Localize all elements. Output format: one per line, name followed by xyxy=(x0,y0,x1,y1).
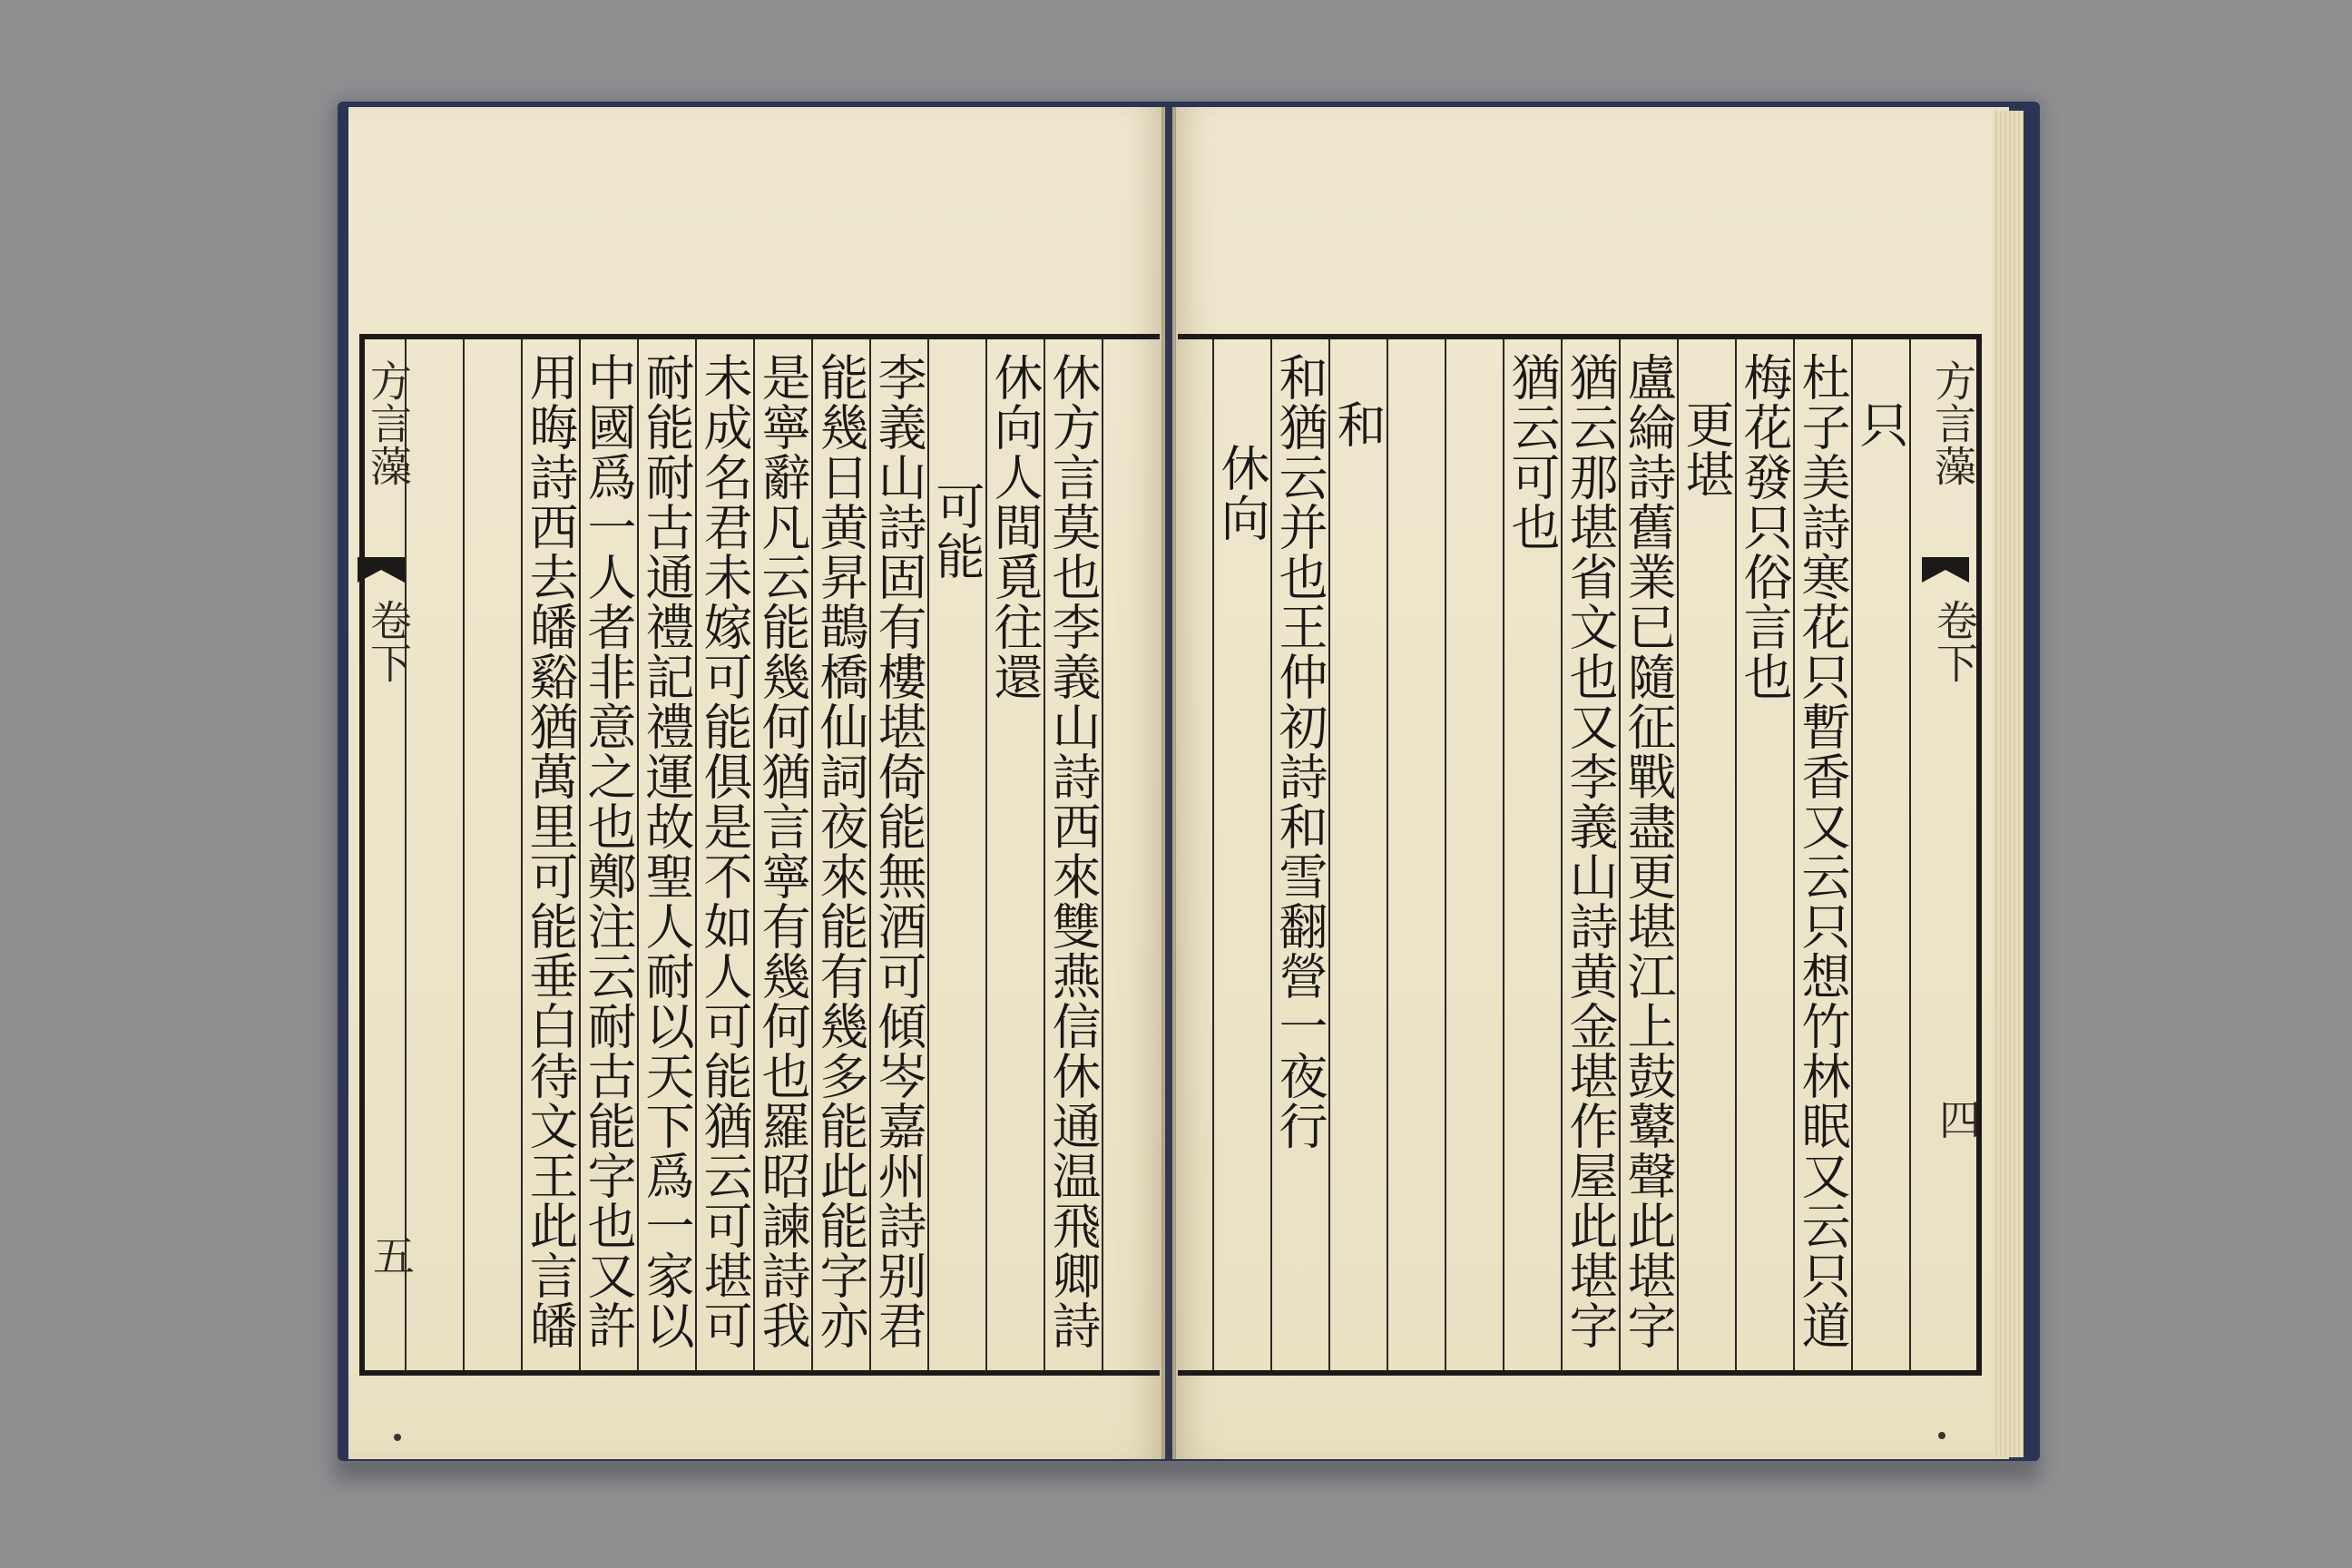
text-column: 和猶云并也王仲初詩和雪翻營一夜行 xyxy=(1271,352,1328,1151)
text-column: 耐能耐古通禮記禮運故聖人耐以天下爲一家以 xyxy=(638,352,695,1350)
text-column: 休向人間覓往還 xyxy=(986,352,1044,701)
margin-book-title: 方言藻 xyxy=(364,359,413,487)
column-rule xyxy=(1102,339,1103,1370)
text-column: 梅花發只俗言也 xyxy=(1736,352,1793,701)
entry-heading: 可能 xyxy=(928,481,985,581)
column-rule xyxy=(1387,339,1388,1370)
folio-number: 四 xyxy=(1933,1098,1982,1140)
entry-heading: 只 xyxy=(1852,399,1909,449)
text-column: 能幾日黄昇鵲橋仙詞夜來能有幾多能此能字亦 xyxy=(812,352,869,1350)
text-column: 盧綸詩舊業已隨征戰盡更堪江上鼓鼙聲此堪字 xyxy=(1620,352,1677,1350)
entry-heading: 休向 xyxy=(1213,443,1270,543)
book-gutter xyxy=(1161,107,1176,1459)
text-column: 未成名君未嫁可能俱是不如人可能猶云可堪可 xyxy=(696,352,753,1350)
text-column: 猶云可也 xyxy=(1504,352,1561,552)
text-column: 猶云那堪省文也又李義山詩黄金堪作屋此堪字 xyxy=(1562,352,1619,1350)
folio-number: 五 xyxy=(367,1234,416,1276)
page-edges xyxy=(1993,111,2024,1457)
column-rule xyxy=(463,339,465,1370)
text-column: 李義山詩固有樓堪倚能無酒可傾岑嘉州詩别君 xyxy=(870,352,927,1350)
text-column: 用晦詩西去皤谿猶萬里可能垂白待文王此言皤 xyxy=(522,352,579,1350)
page-dot xyxy=(394,1434,401,1441)
page-dot xyxy=(1938,1432,1945,1439)
margin-volume: 卷下 xyxy=(364,599,413,684)
margin-volume: 卷下 xyxy=(1930,599,1979,684)
column-rule xyxy=(1909,339,1911,1370)
text-column: 是寧辭凡云能幾何猶言寧有幾何也羅昭諫詩我 xyxy=(754,352,811,1350)
text-column: 休方言莫也李義山詩西來雙燕信休通温飛卿詩 xyxy=(1044,352,1102,1350)
text-column: 杜子美詩寒花只暫香又云只想竹林眠又云只道 xyxy=(1794,352,1851,1350)
text-column: 中國爲一人者非意之也鄭注云耐古能字也又許 xyxy=(580,352,637,1350)
column-rule xyxy=(1445,339,1446,1370)
entry-heading: 更堪 xyxy=(1678,399,1735,499)
margin-book-title: 方言藻 xyxy=(1928,359,1977,487)
entry-heading: 和 xyxy=(1329,399,1387,449)
